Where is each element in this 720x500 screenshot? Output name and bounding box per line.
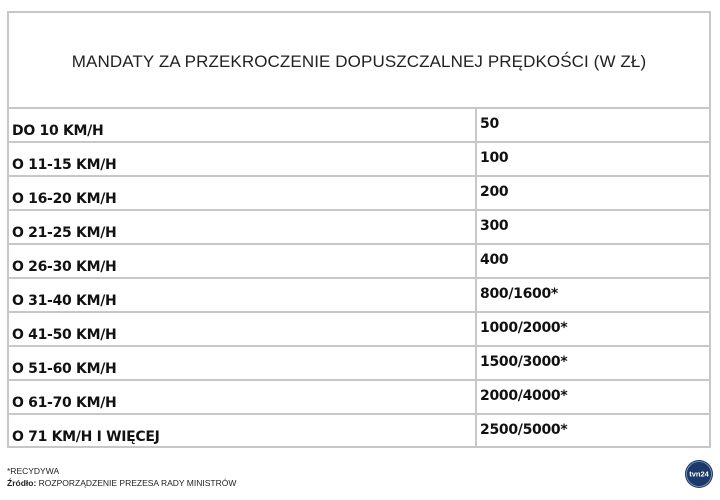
fine-amount-cell: 200 bbox=[480, 184, 509, 200]
table-title: MANDATY ZA PRZEKROCZENIE DOPUSZCZALNEJ PRĘDKOŚCI (W ZŁ) bbox=[9, 13, 709, 109]
table-row bbox=[9, 109, 709, 143]
table-row bbox=[9, 279, 709, 313]
speed-range-cell: O 51-60 KM/H bbox=[9, 347, 477, 379]
table-row bbox=[9, 313, 709, 347]
speed-range-cell: O 11-15 KM/H bbox=[9, 143, 477, 175]
fines-table bbox=[7, 11, 711, 448]
table-row bbox=[9, 143, 709, 177]
fine-amount-cell: 300 bbox=[480, 218, 509, 234]
table-row bbox=[9, 211, 709, 245]
fine-amount-cell: 1500/3000* bbox=[480, 354, 568, 370]
table-row bbox=[9, 347, 709, 381]
table-row bbox=[9, 177, 709, 211]
speed-range-cell: O 21-25 KM/H bbox=[9, 211, 477, 243]
footnote-recidivism: *RECYDYWA bbox=[7, 466, 60, 476]
speed-range-cell: O 31-40 KM/H bbox=[9, 279, 477, 311]
fine-amount-cell: 2000/4000* bbox=[480, 388, 568, 404]
fine-amount-cell: 100 bbox=[480, 150, 509, 166]
table-body bbox=[9, 109, 709, 446]
speed-range-cell: DO 10 KM/H bbox=[9, 109, 477, 141]
fine-amount-cell: 50 bbox=[480, 116, 499, 132]
tvn24-logo-icon bbox=[684, 459, 714, 489]
speed-range-cell: O 26-30 KM/H bbox=[9, 245, 477, 277]
source-text: ROZPORZĄDZENIE PREZESA RADY MINISTRÓW bbox=[36, 478, 237, 488]
speed-range-cell: O 71 KM/H I WIĘCEJ bbox=[9, 415, 477, 446]
logo-text: tvn24 bbox=[689, 469, 709, 479]
table-row bbox=[9, 415, 709, 446]
speed-range-cell: O 41-50 KM/H bbox=[9, 313, 477, 345]
table-row bbox=[9, 381, 709, 415]
source-label: Źródło: bbox=[7, 478, 37, 488]
fine-amount-cell: 2500/5000* bbox=[480, 422, 568, 438]
fine-amount-cell: 400 bbox=[480, 252, 509, 268]
fine-amount-cell: 800/1600* bbox=[480, 286, 558, 302]
speed-range-cell: O 16-20 KM/H bbox=[9, 177, 477, 209]
speed-range-cell: O 61-70 KM/H bbox=[9, 381, 477, 413]
table-row bbox=[9, 245, 709, 279]
fine-amount-cell: 1000/2000* bbox=[480, 320, 568, 336]
source-note bbox=[7, 478, 236, 488]
